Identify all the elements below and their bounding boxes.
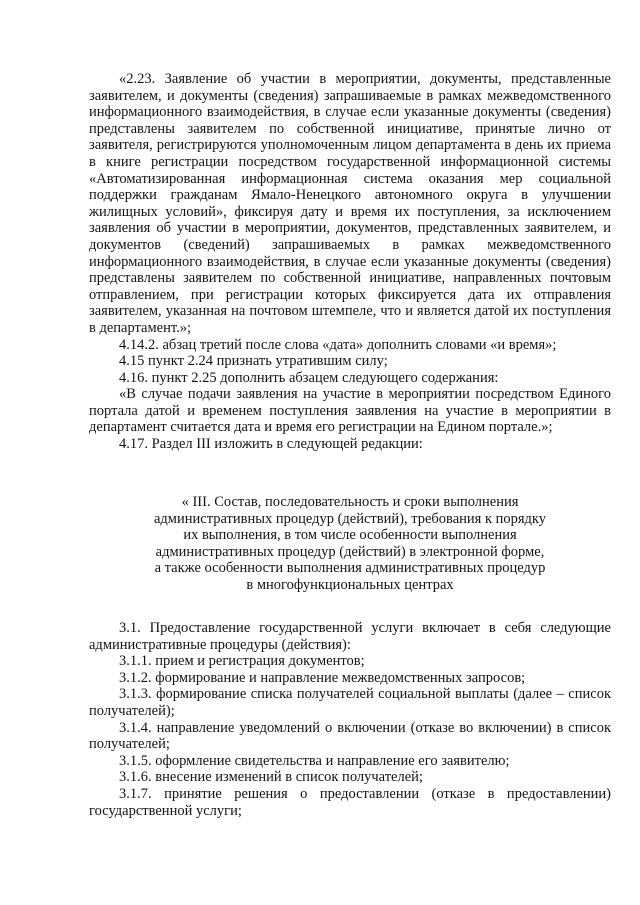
section-iii-text-block <box>89 620 611 819</box>
amendment-text-block <box>89 71 611 453</box>
paragraph-4-15: 4.15 пункт 2.24 признать утратившим силу; <box>119 353 388 370</box>
paragraph-3-1-2: 3.1.2. формирование и направление межведомственных запросов; <box>119 669 526 686</box>
paragraph-2-23: «2.23. Заявление об участии в мероприятии, документы, представленные заявителем, и документы (сведения) запрашиваемые в рамках межведомственного информационного взаимодействия, в случае если указанные документы (сведения) представлены заявителем по собственной инициативе, принятые лично от заявителя, регистрируются уполномоченным лицом департамента в день их приема в книге регистрации посредством государственной информационной системы «Автоматизированная информационная система оказания мер социальной поддержки гражданам Ямало-Ненецкого автономного округа в улучшении жилищных условий», фиксируя дату и время их поступления, за исключением заявления об участии в мероприятии, документов, представленных заявителем, и документов (сведений) запрашиваемых в рамках межведомственного информационного взаимодействия, в случае если указанные документы (сведения) представлены заявителем по собственной инициативе, направленных почтовым отправлением, при регистрации которых фиксируется дата их отправления заявителем, указанная на почтовом штемпеле, что и является датой их поступления в департамент.»; <box>89 71 611 336</box>
paragraph-3-1-5: 3.1.5. оформление свидетельства и направление его заявителю; <box>119 752 510 769</box>
paragraph-4-14-2: 4.14.2. абзац третий после слова «дата» дополнить словами «и время»; <box>119 336 557 353</box>
paragraph-4-16: 4.16. пункт 2.25 дополнить абзацем следующего содержания: <box>119 369 499 386</box>
paragraph-3-1-6: 3.1.6. внесение изменений в список получателей; <box>119 769 423 786</box>
paragraph-3-1: 3.1. Предоставление государственной услуги включает в себя следующие административные процедуры (действия): <box>89 620 611 653</box>
paragraph-4-17: 4.17. Раздел III изложить в следующей редакции: <box>119 436 423 453</box>
paragraph-3-1-7: 3.1.7. принятие решения о предоставлении (отказе в предоставлении) государственной услуги; <box>89 785 611 819</box>
section-iii-heading: « III. Состав, последовательность и сроки выполнения административных процедур (действий), требования к порядку их выполнения, в том числе особенности выполнения административных процедур (действий) в электронной форме, а также особенности выполнения административных процедур в многофункциональных центрах <box>153 494 547 593</box>
paragraph-3-1-3: 3.1.3. формирование списка получателей социальной выплаты (далее – список получателей); <box>89 686 611 719</box>
paragraph-quote-single-portal: «В случае подачи заявления на участие в мероприятии посредством Единого портала датой и временем поступления заявления на участие в мероприятии в департамент считается дата и время его регистрации на Едином портале.»; <box>89 386 611 436</box>
paragraph-3-1-4: 3.1.4. направление уведомлений о включении (отказе во включении) в список получателей; <box>89 719 611 753</box>
paragraph-3-1-1: 3.1.1. прием и регистрация документов; <box>119 653 365 670</box>
